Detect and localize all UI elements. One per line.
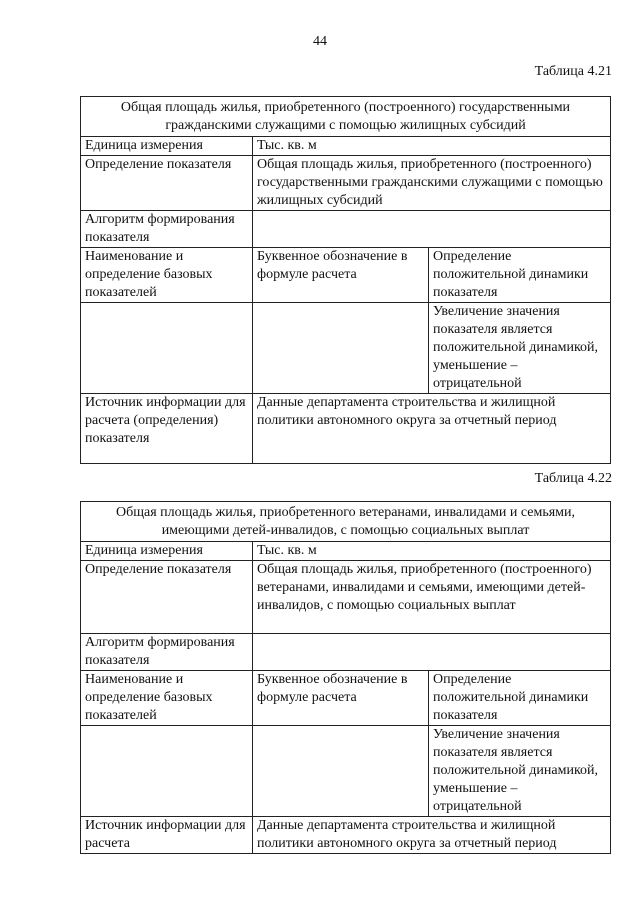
table-4-21 (80, 96, 611, 464)
positive-dynamics-label: Определение положительной динамики показателя (429, 671, 611, 726)
source-label: Источник информации для расчета (определения) показателя (81, 394, 253, 464)
source-value: Данные департамента строительства и жилищной политики автономного округа за отчетный период (253, 394, 611, 464)
unit-label: Единица измерения (81, 542, 253, 561)
letter-designation-label: Буквенное обозначение в формуле расчета (253, 248, 429, 303)
page-number: 44 (313, 34, 327, 49)
definition-label: Определение показателя (81, 561, 253, 634)
definition-value: Общая площадь жилья, приобретенного (построенного) ветеранами, инвалидами и семьями, имеющими детей-инвалидов, с помощью социальных выплат (253, 561, 611, 634)
table-4-22 (80, 501, 611, 854)
unit-value: Тыс. кв. м (253, 542, 611, 561)
table-title: Общая площадь жилья, приобретенного ветеранами, инвалидами и семьями, имеющими детей-инвалидов, с помощью социальных выплат (81, 502, 611, 542)
letter-designation-cell (253, 726, 429, 817)
definition-label: Определение показателя (81, 156, 253, 211)
algorithm-value (253, 634, 611, 671)
base-indicators-cell (81, 726, 253, 817)
table-title: Общая площадь жилья, приобретенного (построенного) государственными гражданскими служащими с помощью жилищных субсидий (81, 97, 611, 137)
base-indicators-label: Наименование и определение базовых показателей (81, 248, 253, 303)
definition-value: Общая площадь жилья, приобретенного (построенного) государственными гражданскими служащими с помощью жилищных субсидий (253, 156, 611, 211)
base-indicators-cell (81, 303, 253, 394)
algorithm-label: Алгоритм формирования показателя (81, 634, 253, 671)
algorithm-value (253, 211, 611, 248)
unit-value: Тыс. кв. м (253, 137, 611, 156)
source-label: Источник информации для расчета (81, 817, 253, 854)
table-caption-4-22: Таблица 4.22 (534, 471, 612, 486)
source-value: Данные департамента строительства и жилищной политики автономного округа за отчетный период (253, 817, 611, 854)
table-caption-4-21: Таблица 4.21 (534, 64, 612, 79)
positive-dynamics-value: Увеличение значения показателя является положительной динамикой, уменьшение – отрицательной (429, 303, 611, 394)
algorithm-label: Алгоритм формирования показателя (81, 211, 253, 248)
unit-label: Единица измерения (81, 137, 253, 156)
positive-dynamics-value: Увеличение значения показателя является положительной динамикой, уменьшение – отрицательной (429, 726, 611, 817)
letter-designation-cell (253, 303, 429, 394)
base-indicators-label: Наименование и определение базовых показателей (81, 671, 253, 726)
positive-dynamics-label: Определение положительной динамики показателя (429, 248, 611, 303)
letter-designation-label: Буквенное обозначение в формуле расчета (253, 671, 429, 726)
